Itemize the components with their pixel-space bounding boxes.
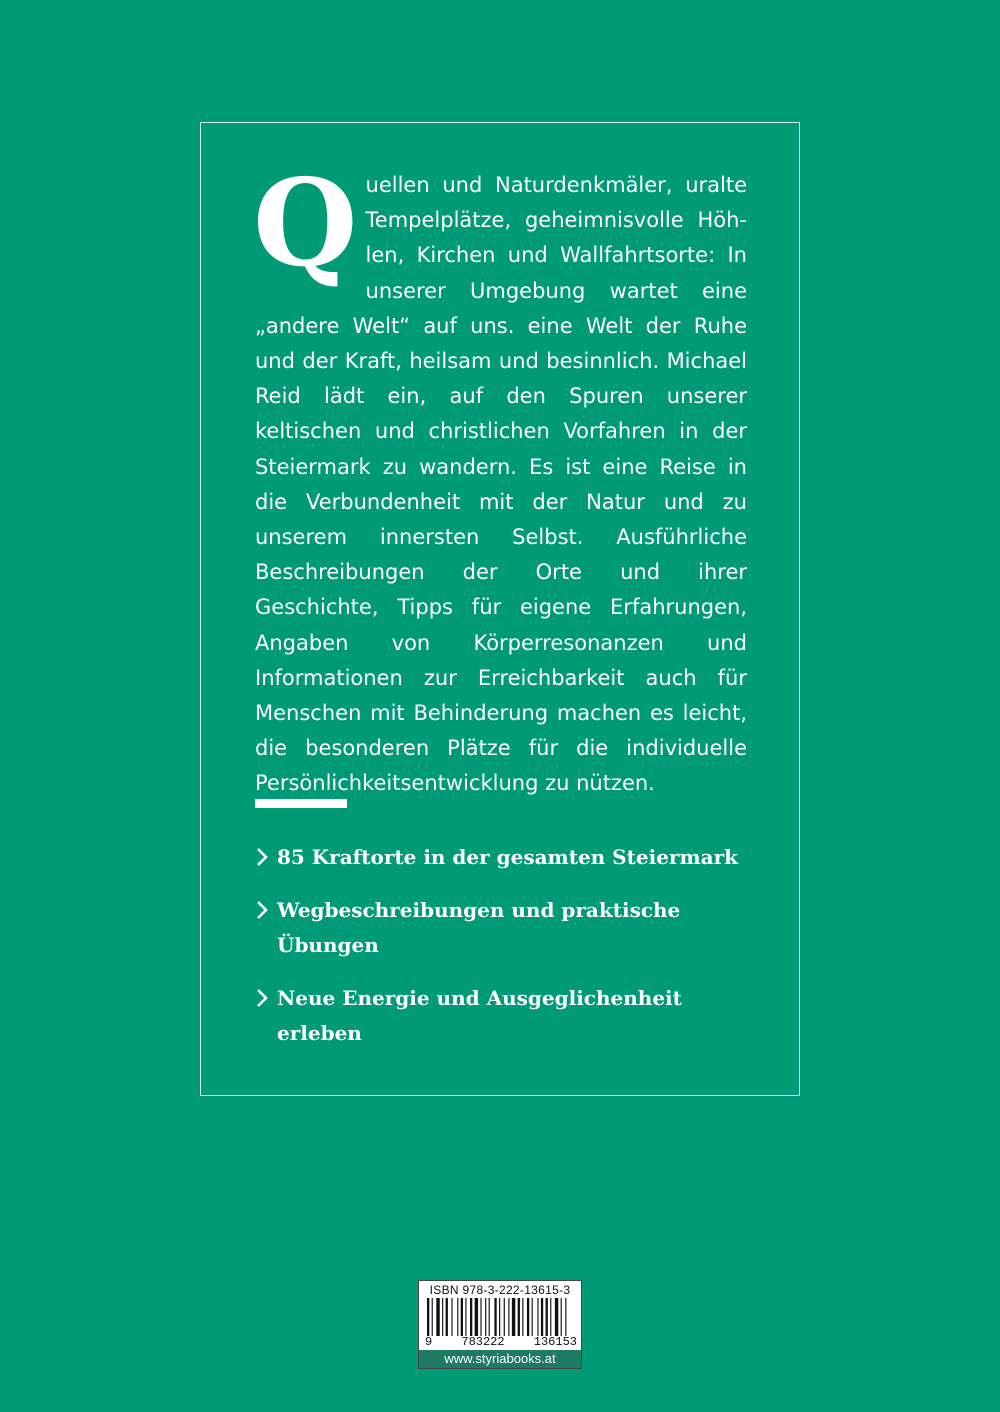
barcode-stripe: [565, 1298, 566, 1336]
barcode-stripe: [527, 1298, 529, 1336]
barcode-stripe: [532, 1298, 533, 1336]
barcode-stripe: [494, 1298, 496, 1336]
barcode-stripe: [465, 1298, 466, 1336]
barcode-stripe: [489, 1298, 490, 1336]
feature-item: [255, 981, 755, 1051]
barcode-stripe: [541, 1298, 543, 1336]
chevron-right-icon: [255, 897, 269, 923]
barcode-stripe: [457, 1298, 458, 1336]
feature-list: [255, 840, 755, 1069]
barcode-digit-group-1: 783222: [461, 1335, 505, 1349]
barcode-stripe: [427, 1298, 429, 1336]
barcode-label: [418, 1280, 582, 1369]
barcode-stripe: [508, 1298, 509, 1336]
barcode-stripe: [550, 1298, 551, 1336]
chevron-right-icon: [255, 985, 269, 1011]
barcode-stripe: [485, 1298, 486, 1336]
feature-item: [255, 893, 755, 963]
barcode-stripe: [504, 1298, 505, 1336]
barcode-digit-lead: 9: [425, 1335, 433, 1349]
barcode-stripe: [451, 1298, 452, 1336]
barcode-digit-group-2: 136153: [533, 1335, 577, 1349]
feature-label: 85 Kraftorte in der gesamten Steiermark: [277, 845, 738, 869]
barcode-stripe: [461, 1298, 463, 1336]
barcode-stripe: [522, 1298, 523, 1336]
barcode-stripe: [561, 1298, 562, 1336]
barcode-stripe: [512, 1298, 515, 1336]
feature-label: Wegbeschreibungen und praktische Übungen: [277, 898, 681, 957]
barcode-stripe: [442, 1298, 443, 1336]
chevron-right-icon: [255, 844, 269, 870]
barcode-stripe: [475, 1298, 478, 1336]
blurb-body: uellen und Naturdenkmäler, uralte Tempelplätze, geheimnisvolle Höhlen, Kirchen und Wallfahrtsorte: In unserer Umgebung wartet eine „andere Welt“ auf uns. eine Welt der Ruhe und der Kraft, heilsam und besinnlich. Michael Reid lädt ein, auf den Spuren unserer keltischen und christlichen Vorfahren in der Steiermark zu wandern. Es ist eine Reise in die Verbundenheit mit der Natur und zu unserem innersten Selbst. Ausführliche Beschreibungen der Orte und ihrer Geschichte, Tipps für eigene Erfahrungen, Angaben von Körperresonanzen und Informationen zur Erreichbarkeit auch für Menschen mit Behinderung machen es leicht, die besonderen Plätze für die individuelle Persönlichkeitsentwicklung zu nützen.: [255, 173, 747, 796]
feature-item: [255, 840, 755, 875]
barcode-stripe: [518, 1298, 520, 1336]
divider-rule: [255, 799, 347, 808]
feature-label: Neue Energie und Ausgeglichenheit erleben: [277, 986, 682, 1045]
barcode-stripe: [436, 1298, 439, 1336]
barcode-stripe: [537, 1298, 538, 1336]
barcode-digits: [421, 1335, 581, 1349]
barcode-stripe: [480, 1298, 481, 1336]
barcode-stripe: [555, 1298, 558, 1336]
barcode-stripe: [499, 1298, 500, 1336]
barcode-stripe: [470, 1298, 472, 1336]
barcode-stripe: [446, 1298, 448, 1336]
barcode-stripe: [432, 1298, 433, 1336]
publisher-url: www.styriabooks.at: [419, 1350, 581, 1368]
isbn-text: ISBN 978-3-222-13615-3: [429, 1283, 571, 1297]
barcode-stripe: [546, 1298, 548, 1336]
drop-cap: Q: [253, 153, 358, 294]
blurb-text: [253, 153, 747, 802]
